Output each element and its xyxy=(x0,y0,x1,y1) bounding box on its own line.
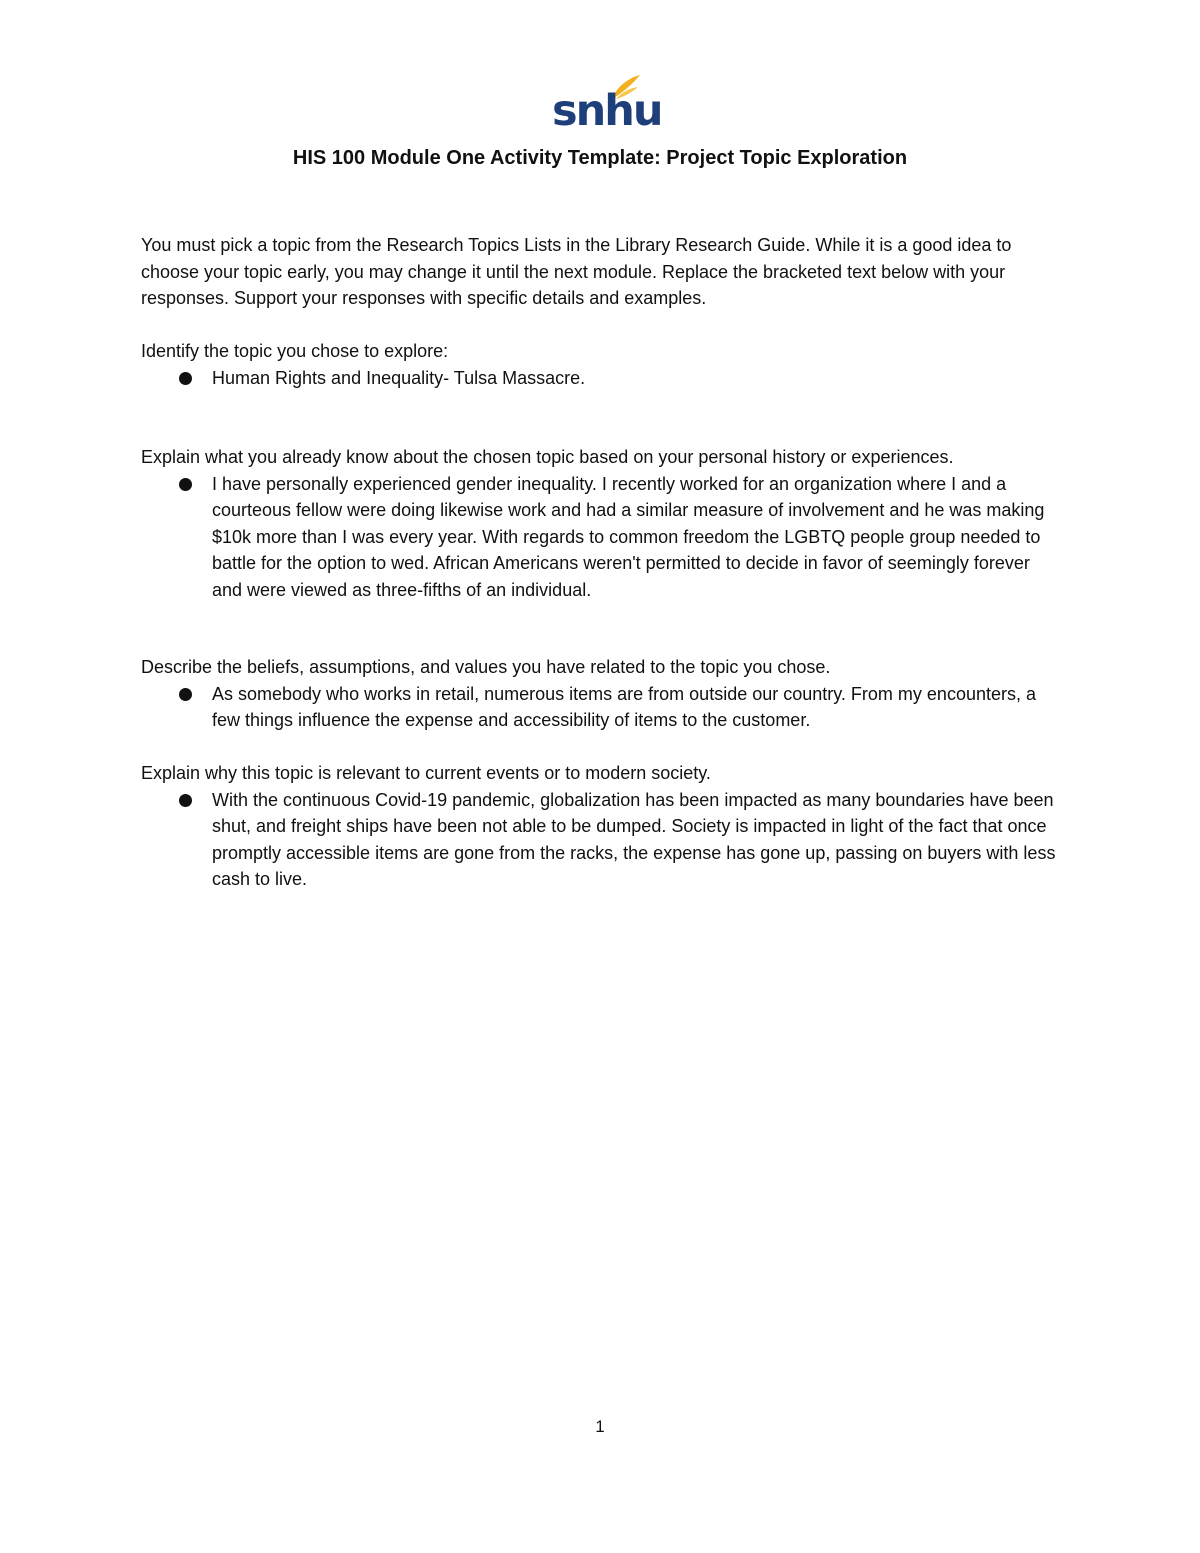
section-beliefs xyxy=(141,654,1061,734)
page-number: 1 xyxy=(595,1417,605,1436)
section-response: I have personally experienced gender inequality. I recently worked for an organization where I and a courteous fellow were doing likewise work and had a similar measure of involvement and he was making $10k more than I was every year. With regards to common freedom the LGBTQ people group needed to battle for the option to wed. African Americans weren't permitted to decide in favor of seemingly forever and were viewed as three-fifths of an individual. xyxy=(212,473,1045,600)
section-relevance xyxy=(141,760,1061,893)
section-personal-history xyxy=(141,444,1061,603)
bullet-item xyxy=(141,471,1061,604)
logo-wordmark: snhu xyxy=(552,86,662,136)
bullet-item xyxy=(141,681,1061,734)
bullet-dot-icon xyxy=(179,688,192,701)
section-topic xyxy=(141,338,1061,391)
bullet-dot-icon xyxy=(179,794,192,807)
bullet-dot-icon xyxy=(179,478,192,491)
bullet-item xyxy=(141,787,1061,893)
intro-paragraph: You must pick a topic from the Research Topics Lists in the Library Research Guide. While it is a good idea to choose your topic early, you may change it until the next module. Replace the bracketed text below with your responses. Support your responses with specific details and examples. xyxy=(141,235,1012,308)
bullet-dot-icon xyxy=(179,372,192,385)
section-prompt: Identify the topic you chose to explore: xyxy=(141,341,449,361)
snhu-logo xyxy=(552,72,662,138)
section-prompt: Explain what you already know about the chosen topic based on your personal history or experiences. xyxy=(141,447,954,467)
section-response: As somebody who works in retail, numerous items are from outside our country. From my encounters, a few things influence the expense and accessibility of items to the customer. xyxy=(212,683,1036,730)
section-response: With the continuous Covid-19 pandemic, globalization has been impacted as many boundaries have been shut, and freight ships have been not able to be dumped. Society is impacted in light of the fact that once promptly accessible items are gone from the racks, the expense has gone up, passing on buyers with less cash to live. xyxy=(212,789,1056,889)
section-response: Human Rights and Inequality- Tulsa Massacre. xyxy=(212,367,586,388)
section-prompt: Describe the beliefs, assumptions, and values you have related to the topic you chose. xyxy=(141,657,831,677)
bullet-item xyxy=(141,365,1061,392)
section-prompt: Explain why this topic is relevant to current events or to modern society. xyxy=(141,763,711,783)
page-title: HIS 100 Module One Activity Template: Project Topic Exploration xyxy=(292,147,908,169)
